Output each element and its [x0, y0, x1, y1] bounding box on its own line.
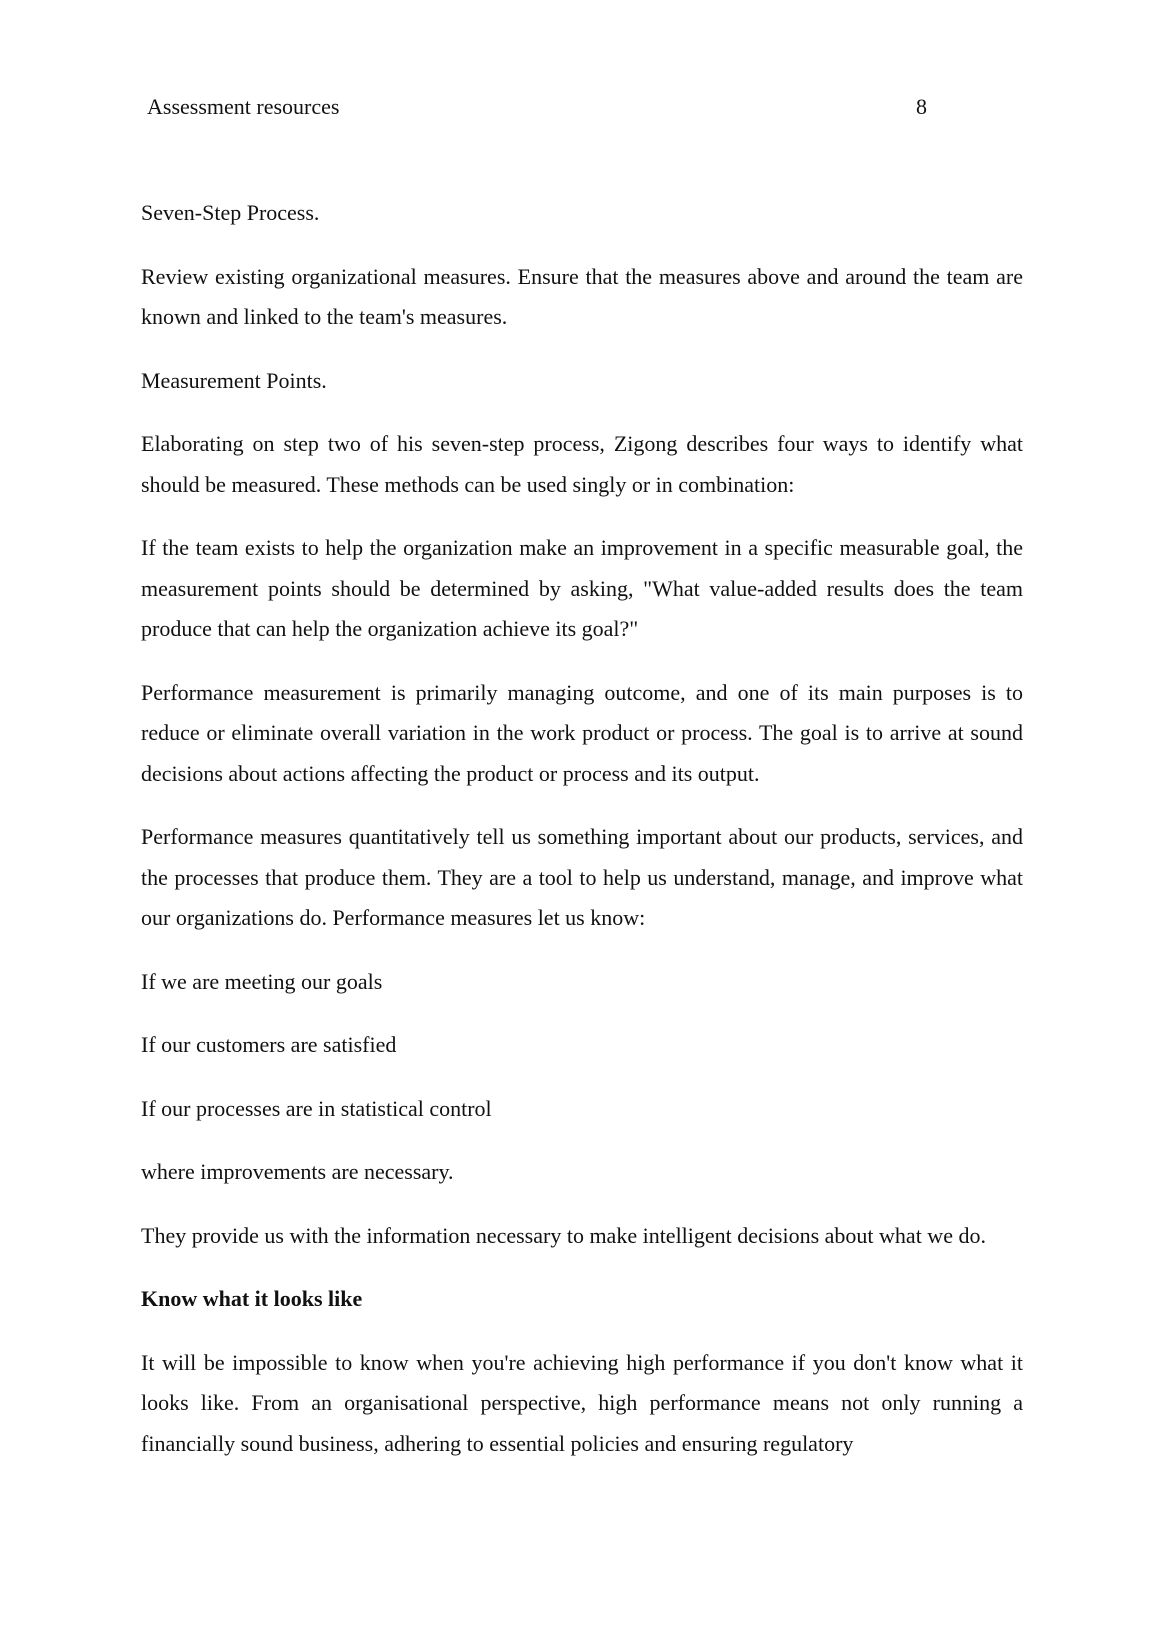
list-item-customers: If our customers are satisfied: [141, 1032, 397, 1057]
paragraph-seven-step-heading: Seven-Step Process.: [141, 200, 320, 225]
list-item-processes: If our processes are in statistical control: [141, 1095, 492, 1121]
paragraph-review-measures: Review existing organizational measures. Ensure that the measures above and around the team are known and linked to the team's measures.: [141, 263, 1023, 329]
paragraph-elaborating: Elaborating on step two of his seven-step process, Zigong describes four ways to identify what should be measured. These methods can be used singly or in combination:: [141, 431, 1023, 497]
header-title: Assessment resources: [147, 94, 340, 119]
list-item-improvements: where improvements are necessary.: [141, 1159, 454, 1184]
document-body: [141, 193, 1023, 1487]
running-header: [147, 92, 927, 122]
paragraph-performance-measurement: Performance measurement is primarily managing outcome, and one of its main purposes is to reduce or eliminate overall variation in the work product or process. The goal is to arrive at sound decisions about actions affecting the product or process and its output.: [141, 679, 1023, 786]
paragraph-information: They provide us with the information necessary to make intelligent decisions about what we do.: [141, 1222, 986, 1248]
page-number: 8: [916, 94, 927, 119]
list-item-goals: If we are meeting our goals: [141, 968, 383, 994]
paragraph-team-exists: If the team exists to help the organization make an improvement in a specific measurable goal, the measurement points should be determined by asking, "What value-added results does the team produce that can help the organization achieve its goal?": [141, 535, 1023, 641]
paragraph-high-performance: It will be impossible to know when you're achieving high performance if you don't know what it looks like. From an organisational perspective, high performance means not only running a financially sound business, adhering to essential policies and ensuring regulatory: [141, 1349, 1023, 1456]
paragraph-performance-measures: Performance measures quantitatively tell us something important about our products, services, and the processes that produce them. They are a tool to help us understand, manage, and improve what our organizations do. Performance measures let us know:: [141, 824, 1023, 930]
section-heading-know-what-it-looks-like: Know what it looks like: [141, 1286, 363, 1311]
paragraph-measurement-points-heading: Measurement Points.: [141, 367, 327, 393]
